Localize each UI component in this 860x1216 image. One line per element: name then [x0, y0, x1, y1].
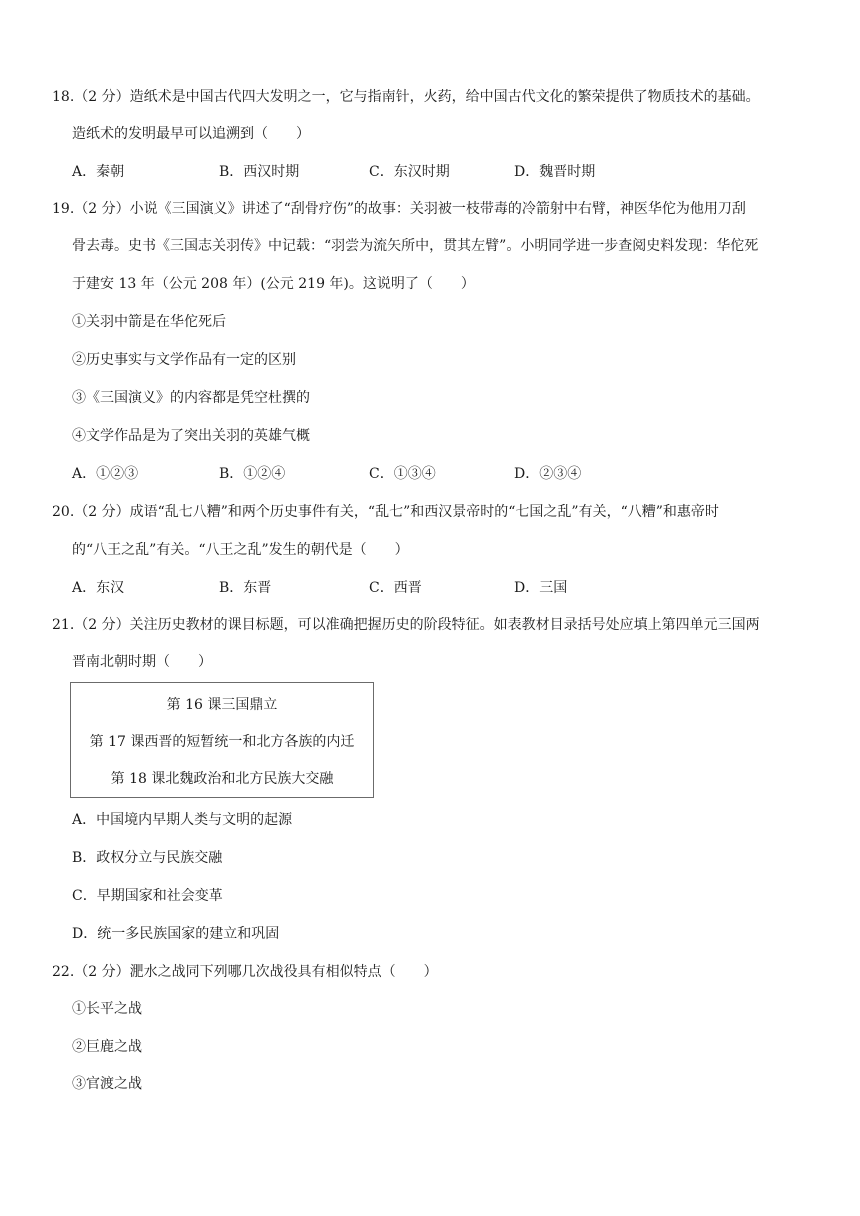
- q22-statement-3: ③官渡之战: [72, 1076, 142, 1092]
- q19-option-b: B．①②④: [219, 466, 286, 482]
- q18-option-b: B．西汉时期: [219, 164, 300, 180]
- toc-item-lesson-18: 第 18 课北魏政治和北方民族大交融: [110, 771, 334, 787]
- q19-stem-line2: 骨去毒。史书《三国志关羽传》中记载：“羽尝为流矢所中，贯其左臂”。小明同学进一步查阅史料发现：华佗死: [72, 238, 759, 254]
- q20-option-d: D．三国: [514, 580, 568, 596]
- q19-option-a: A．①②③: [72, 466, 139, 482]
- toc-item-lesson-17: 第 17 课西晋的短暂统一和北方各族的内迁: [89, 734, 355, 750]
- toc-item-lesson-16: 第 16 课三国鼎立: [166, 697, 278, 713]
- table-of-contents-box: [70, 682, 374, 798]
- q18-option-c: C．东汉时期: [369, 164, 450, 180]
- q21-option-c: C．早期国家和社会变革: [72, 888, 223, 904]
- q21-option-a: A．中国境内早期人类与文明的起源: [72, 812, 293, 828]
- q22-statement-1: ①长平之战: [72, 1001, 142, 1017]
- q18-option-d: D．魏晋时期: [514, 164, 596, 180]
- q19-statement-4: ④文学作品是为了突出关羽的英雄气概: [72, 428, 310, 444]
- q20-option-a: A．东汉: [72, 580, 125, 596]
- q19-stem-line1: 19.（2 分）小说《三国演义》讲述了“刮骨疗伤”的故事：关羽被一枝带毒的冷箭射中右臂，神医华佗为他用刀刮: [52, 201, 746, 217]
- q21-option-d: D．统一多民族国家的建立和巩固: [72, 926, 280, 942]
- q18-stem-line2: 造纸术的发明最早可以追溯到（ ）: [72, 126, 310, 142]
- q20-option-c: C．西晋: [369, 580, 422, 596]
- q19-option-d: D．②③④: [514, 466, 582, 482]
- q19-statement-1: ①关羽中箭是在华佗死后: [72, 314, 226, 330]
- q21-stem-line2: 晋南北朝时期（ ）: [72, 654, 212, 670]
- q18-stem-line1: 18.（2 分）造纸术是中国古代四大发明之一，它与指南针，火药，给中国古代文化的繁荣提供了物质技术的基础。: [52, 89, 760, 105]
- q20-stem-line2: 的“八王之乱”有关。“八王之乱”发生的朝代是（ ）: [72, 542, 409, 558]
- q21-option-b: B．政权分立与民族交融: [72, 850, 223, 866]
- q19-statement-3: ③《三国演义》的内容都是凭空杜撰的: [72, 390, 310, 406]
- q21-stem-line1: 21.（2 分）关注历史教材的课目标题，可以准确把握历史的阶段特征。如表教材目录括号处应填上第四单元三国两: [52, 617, 760, 633]
- q19-stem-line3: 于建安 13 年（公元 208 年）(公元 219 年)。这说明了（ ）: [72, 276, 475, 292]
- q19-statement-2: ②历史事实与文学作品有一定的区别: [72, 352, 296, 368]
- q20-stem-line1: 20.（2 分）成语“乱七八糟”和两个历史事件有关，“乱七”和西汉景帝时的“七国之乱”有关，“八糟”和惠帝时: [52, 504, 719, 520]
- q18-option-a: A．秦朝: [72, 164, 125, 180]
- q19-option-c: C．①③④: [369, 466, 436, 482]
- q22-stem-line1: 22.（2 分）淝水之战同下列哪几次战役具有相似特点（ ）: [52, 964, 438, 980]
- q20-option-b: B．东晋: [219, 580, 272, 596]
- q22-statement-2: ②巨鹿之战: [72, 1039, 142, 1055]
